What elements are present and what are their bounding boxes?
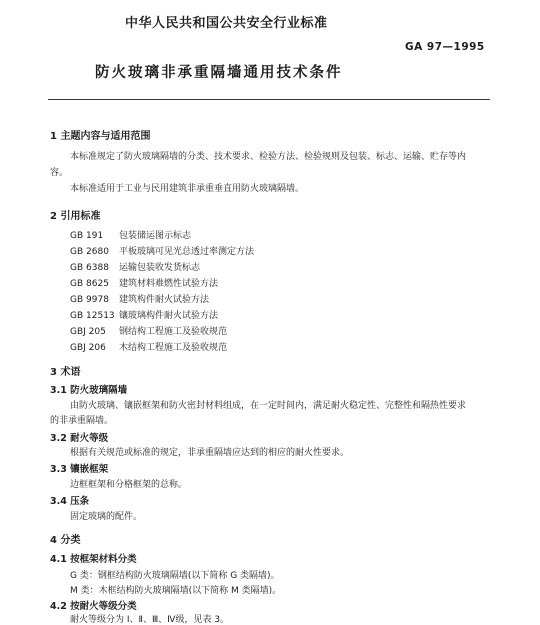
term-3-1-text-line-1: 由防火玻璃、镶嵌框架和防火密封材料组成，在一定时间内，满足耐火稳定性、完整性和隔热性要求 xyxy=(70,401,467,411)
reference-item xyxy=(70,276,218,289)
term-3-4-text: 固定玻璃的配件。 xyxy=(70,512,143,522)
term-3-1-heading: 3.1 防火玻璃隔墙 xyxy=(50,385,128,396)
reference-code: GB 8625 xyxy=(70,279,109,289)
reference-item xyxy=(70,292,209,305)
reference-code: GBJ 206 xyxy=(70,343,106,353)
section-3-heading: 3 术语 xyxy=(50,367,81,378)
reference-item xyxy=(70,324,227,337)
reference-code: GB 12513 xyxy=(70,311,115,321)
reference-name: 建筑构件耐火试验方法 xyxy=(119,295,210,305)
reference-name: 包装储运图示标志 xyxy=(119,231,192,241)
reference-name: 木结构工程施工及验收规范 xyxy=(119,343,228,353)
reference-code: GB 9978 xyxy=(70,295,109,305)
reference-item xyxy=(70,244,254,257)
term-3-1-text-line-2: 的非承重隔墙。 xyxy=(50,416,114,426)
section-1-heading: 1 主题内容与适用范围 xyxy=(50,131,151,142)
standard-code: GA 97—1995 xyxy=(405,41,485,53)
section-4-heading: 4 分类 xyxy=(50,535,81,546)
class-4-1-line-1: G 类：钢框结构防火玻璃隔墙(以下简称 G 类隔墙)。 xyxy=(70,571,280,581)
standard-category: 中华人民共和国公共安全行业标准 xyxy=(125,16,328,31)
header-divider xyxy=(48,99,490,100)
reference-name: 平板玻璃可见光总透过率测定方法 xyxy=(119,247,255,257)
document-title: 防火玻璃非承重隔墙通用技术条件 xyxy=(95,65,343,81)
reference-item xyxy=(70,340,227,353)
class-4-2-heading: 4.2 按耐火等级分类 xyxy=(50,601,137,612)
reference-name: 运输包装收发货标志 xyxy=(119,263,201,273)
reference-item xyxy=(70,260,200,273)
term-3-3-text: 边框框架和分格框架的总称。 xyxy=(70,480,188,490)
term-3-2-text: 根据有关规范或标准的规定，非承重隔墙应达到的相应的耐火性要求。 xyxy=(70,448,350,458)
section-1-paragraph-1-line-2: 容。 xyxy=(50,168,69,178)
reference-item xyxy=(70,228,191,241)
reference-name: 钢结构工程施工及验收规范 xyxy=(119,327,228,337)
reference-code: GBJ 205 xyxy=(70,327,106,337)
term-3-3-heading: 3.3 镶嵌框架 xyxy=(50,464,109,475)
term-3-4-heading: 3.4 压条 xyxy=(50,496,90,507)
section-1-paragraph-2: 本标准适用于工业与民用建筑非承重垂直用防火玻璃隔墙。 xyxy=(70,184,305,194)
class-4-1-line-2: M 类：木框结构防火玻璃隔墙(以下简称 M 类隔墙)。 xyxy=(70,586,282,596)
reference-code: GB 6388 xyxy=(70,263,109,273)
class-4-1-heading: 4.1 按框架材料分类 xyxy=(50,554,137,565)
reference-name: 镶玻璃构件耐火试验方法 xyxy=(119,311,219,321)
section-2-heading: 2 引用标准 xyxy=(50,211,101,222)
term-3-2-heading: 3.2 耐火等级 xyxy=(50,433,109,444)
class-4-2-text: 耐火等级分为 Ⅰ、Ⅱ、Ⅲ、Ⅳ级，见表 3。 xyxy=(70,615,230,625)
reference-code: GB 2680 xyxy=(70,247,109,257)
reference-item xyxy=(70,308,218,321)
section-1-paragraph-1-line-1: 本标准规定了防火玻璃隔墙的分类、技术要求、检验方法、检验规则及包装、标志、运输、贮存等内 xyxy=(70,152,467,162)
reference-name: 建筑材料难燃性试验方法 xyxy=(119,279,219,289)
reference-code: GB 191 xyxy=(70,231,104,241)
